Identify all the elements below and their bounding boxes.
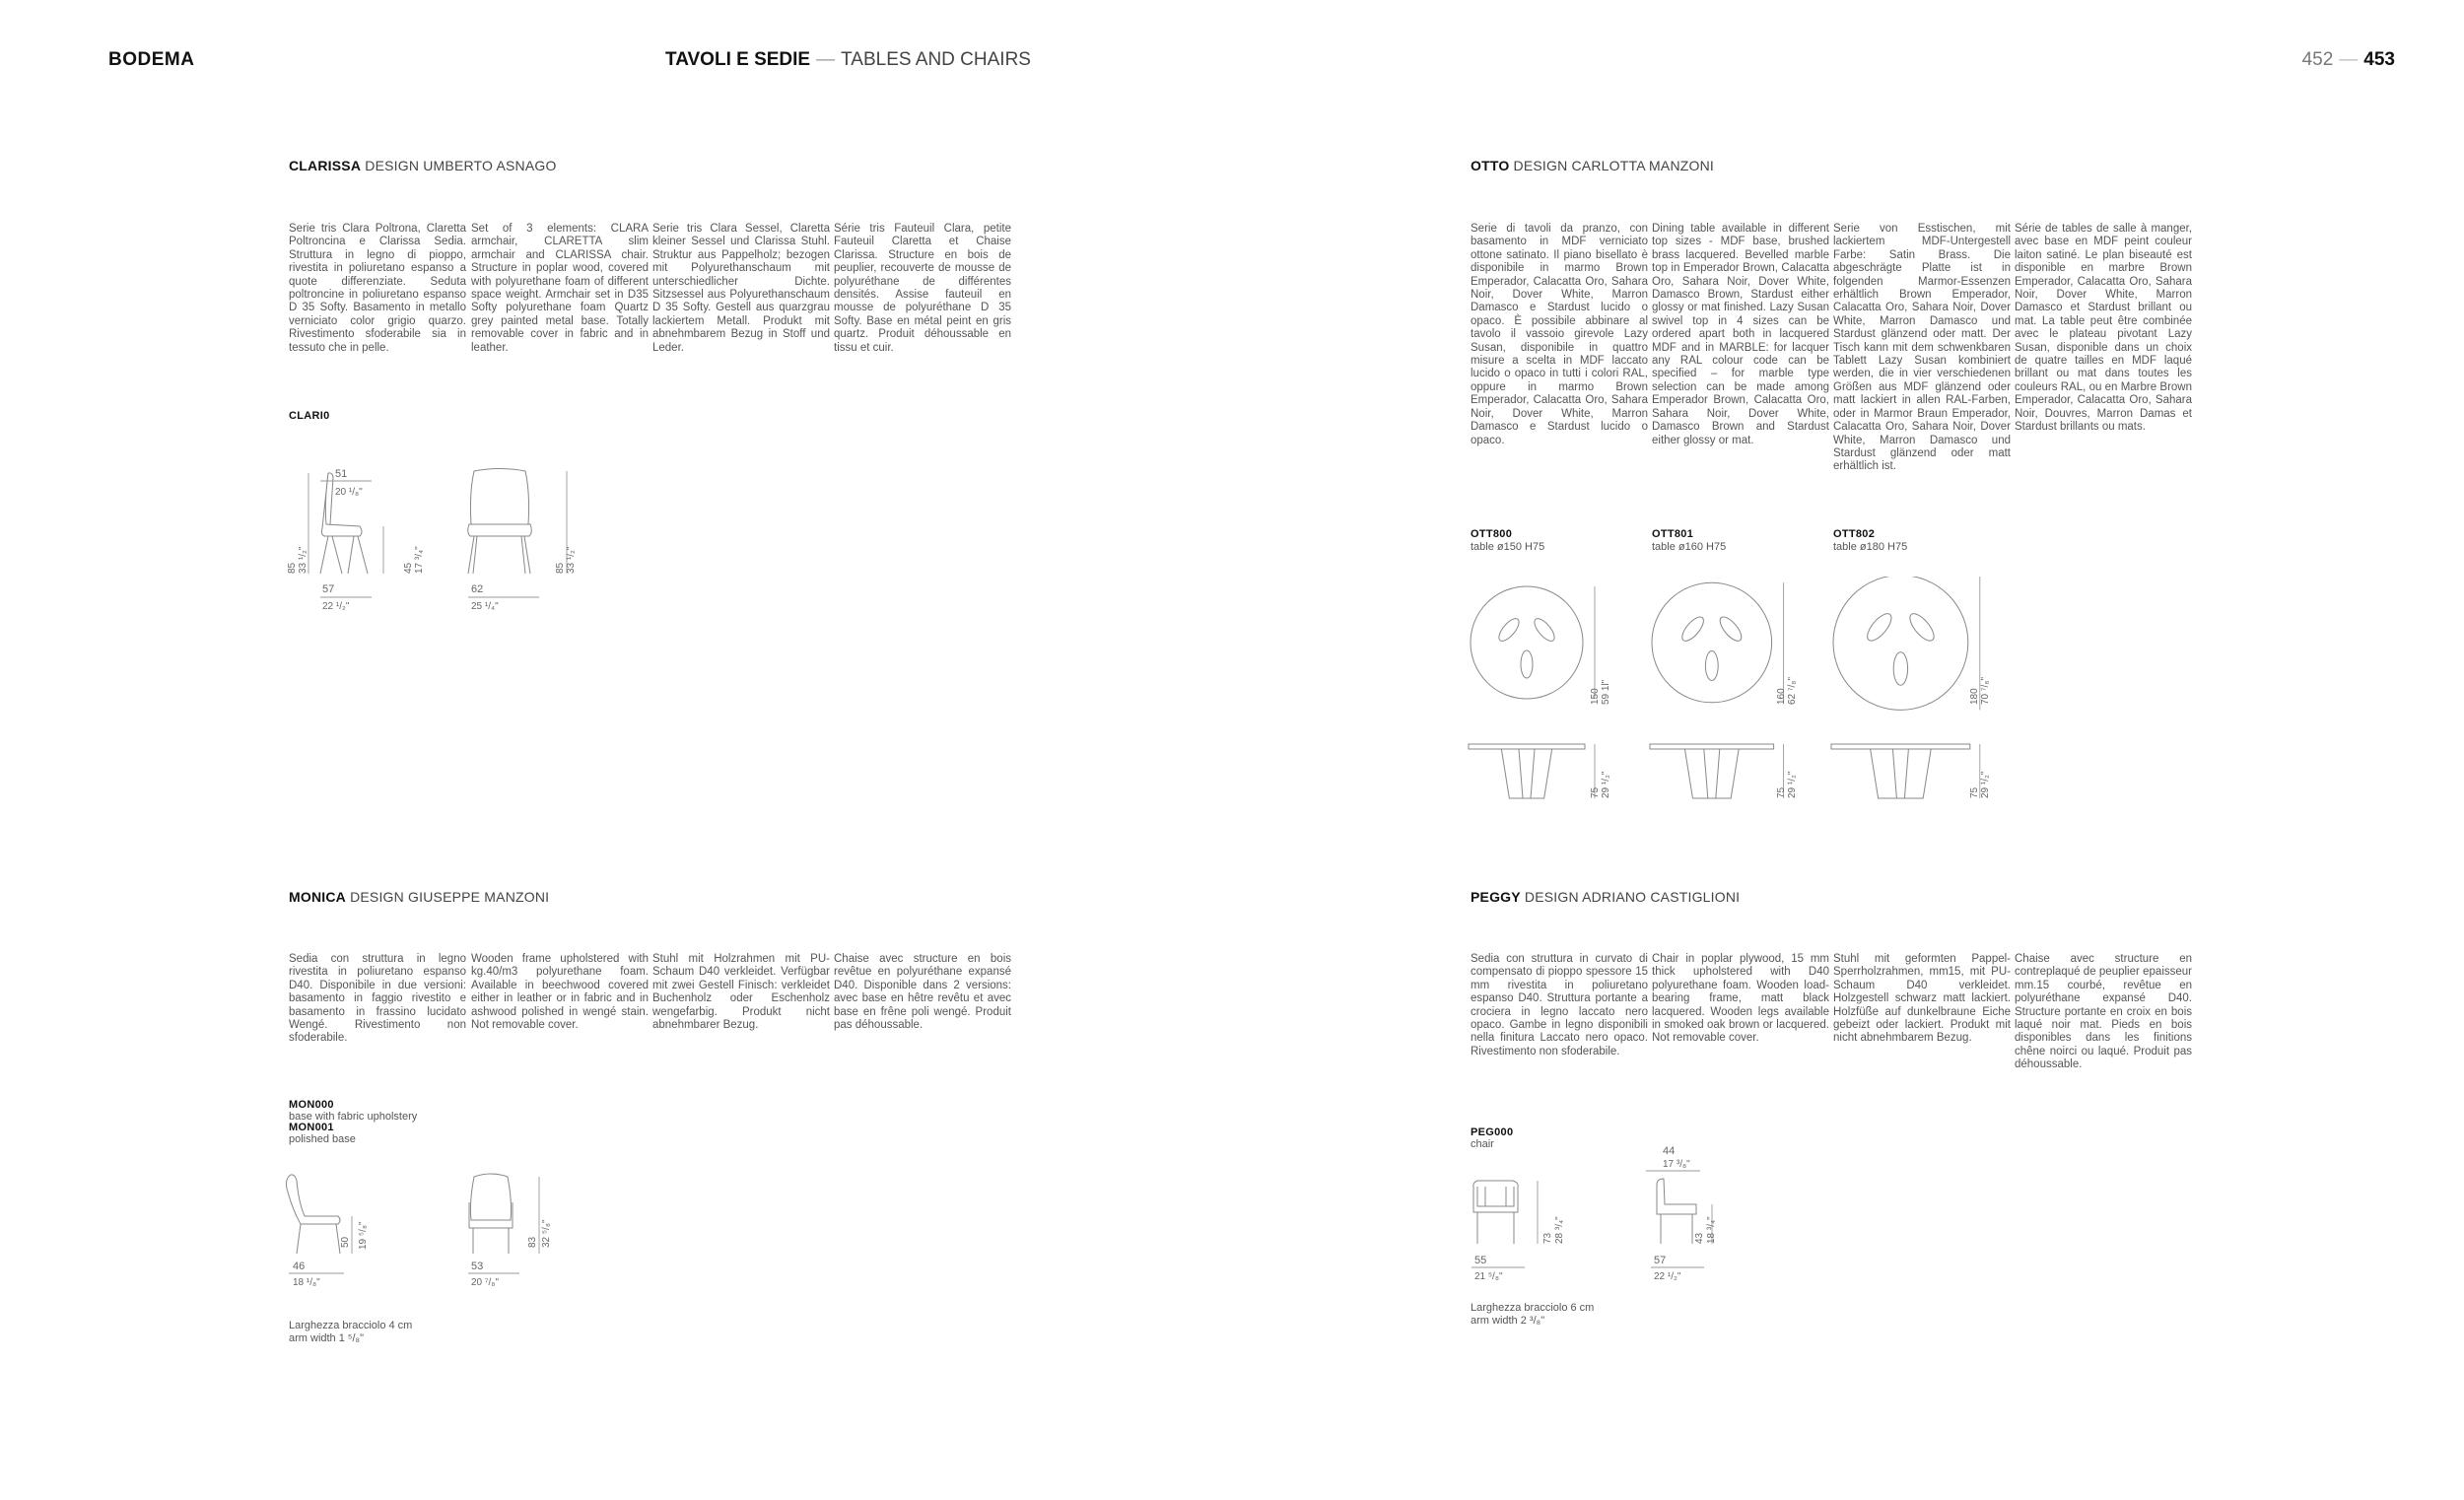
- ott801-dim-d-cm: 160: [1776, 688, 1787, 705]
- ott800-elevation-base: [1501, 749, 1551, 798]
- section-title: [665, 49, 1031, 71]
- clarissa-dim-d-in: 20 ¹/₈": [335, 487, 363, 498]
- monica-code-2-desc: polished base: [289, 1133, 356, 1145]
- ott802-elevation-leg: [1892, 749, 1896, 798]
- ott801-base-leg: [1705, 651, 1718, 681]
- monica-code-2: MON001: [289, 1122, 334, 1133]
- peggy-text-fr: Chaise avec structure en contreplaqué de peuplier epaisseur mm.15 courbé, revêtue en polyuréthane expansé D40. Structure portante en croix en bois laqué noir mat. Pieds en bois disponibles dans les finitions chêne noirci ou laqué. Produit pas déhoussable.: [2015, 953, 2192, 1071]
- page-separator: —: [2339, 49, 2359, 70]
- peggy-arm-note: [1471, 1302, 1594, 1328]
- ott802-base-leg: [1906, 610, 1939, 645]
- clarissa-text-en: Set of 3 elements: CLARA armchair, CLARETTA slim armchair and CLARISSA chair. Structure in poplar wood, covered with polyurethane foam of different space weight. Armchair set in D35 Softy polyurethane foam Quartz grey painted metal base. Totally removable cover in fabric and in leather.: [471, 223, 649, 354]
- ott802-code: OTT802: [1833, 528, 1876, 540]
- clarissa-text-it: Serie tris Clara Poltrona, Claretta Poltroncina e Clarissa Sedia. Struttura in legno di pioppo, rivestita in poliuretano espanso a quote differenziate. Seduta poltroncine in poliuretano espanso D 35 Softy. Basamento in metallo verniciato color grigio quarzo. Rivestimento sfoderabile sia in tessuto che in pelle.: [289, 223, 466, 354]
- monica-text-it: Sedia con struttura in legno rivestita in poliuretano espanso D40. Disponibile in due versioni: basamento in faggio rivestito e basamento in frassino lucidato Wengé. Rivestimento non sfoderabile.: [289, 953, 466, 1045]
- monica-dim-w2-in: 20 ⁷/₈": [471, 1277, 499, 1288]
- otto-text-it: Serie di tavoli da pranzo, con basamento in MDF verniciato ottone satinato. Il piano bisellato è disponibile in marmo Brown Emperador, Calacatta Oro, Sahara Noir, Dover White, Marron Damasco e Stardust lucido o opaco. È possibile abbinare al tavolo il vassoio girevole Lazy Susan, disponibile in quattro misure a scelta in MDF laccato lucido o opaco in tutti i colori RAL, oppure in marmo Brown Emperador, Calacatta Oro, Sahara Noir, Dover White, Marron Damasco e Stardust lucido o opaco.: [1471, 223, 1648, 446]
- monica-code-1: MON000: [289, 1099, 334, 1111]
- brand-name: BODEMA: [108, 49, 195, 70]
- ott802-elevation-top: [1831, 744, 1970, 749]
- monica-dim-w-in: 18 ¹/₈": [293, 1277, 320, 1288]
- clarissa-front-view: [468, 469, 532, 575]
- monica-arm-note-en: arm width 1 ⁵/₈": [289, 1332, 364, 1344]
- ott800-desc: table ø150 H75: [1471, 541, 1545, 553]
- peggy-front-view: [1473, 1181, 1518, 1244]
- peggy-title: [1471, 889, 1740, 905]
- ott802-base-leg: [1893, 652, 1907, 686]
- peggy-dim-w-cm: 55: [1474, 1255, 1487, 1266]
- peggy-side-view: [1657, 1179, 1696, 1244]
- monica-drawings: [281, 1163, 606, 1301]
- ott802-dim-d-in: 70 ⁷/₈": [1980, 677, 1991, 705]
- monica-arm-note: [289, 1320, 412, 1345]
- peggy-name: PEGGY: [1471, 889, 1521, 905]
- monica-front-view: [469, 1174, 513, 1254]
- ott801-desc: table ø160 H75: [1652, 541, 1727, 553]
- clarissa-dim-sh-in: 17 ³/₄": [414, 546, 425, 574]
- page-number-right: 453: [2363, 49, 2395, 70]
- clarissa-dim-h2-cm: 85: [555, 562, 566, 574]
- clarissa-dim-h-in: 33 ¹/₂": [298, 546, 308, 574]
- clarissa-dim-sh-cm: 45: [403, 562, 414, 574]
- monica-dim-h-cm: 83: [527, 1236, 538, 1248]
- ott802-dim-h-in: 29 ¹/₂": [1980, 771, 1991, 798]
- monica-text-fr: Chaise avec structure en bois revêtue en polyuréthane expansé D40. Disponible dans 2 versions: avec base en hêtre revêtu et avec base en frêne poli wengé. Produit pas déhoussable.: [834, 953, 1011, 1032]
- monica-side-view: [287, 1175, 341, 1254]
- section-title-en: TABLES AND CHAIRS: [841, 49, 1031, 70]
- peggy-dim-d-cm: 44: [1663, 1145, 1676, 1157]
- ott800-plan-top: [1471, 586, 1583, 699]
- ott802-plan-top: [1833, 577, 1968, 710]
- ott802-base-leg: [1863, 610, 1895, 645]
- ott802-dim-h-cm: 75: [1969, 786, 1980, 798]
- monica-dim-h-in: 32 ⁵/₈": [541, 1219, 552, 1248]
- ott800-base-leg: [1495, 615, 1522, 644]
- clarissa-dim-h2-in: 33 ¹/₂": [566, 546, 577, 574]
- peggy-code: PEG000: [1471, 1126, 1514, 1138]
- ott800-base-leg: [1531, 615, 1557, 644]
- ott801-dim-h-in: 29 ¹/₂": [1787, 771, 1798, 798]
- peggy-text-de: Stuhl mit geformten Pappel-Sperrholzrahmen, mm15, mit PU-Schaum D40 verkleidet. Holzgestell schwarz matt lackiert. Holzfüße auf dunkelbraune Eiche gebeizt oder lackiert. Produkt mit nicht abnehmbarem Bezug.: [1833, 953, 2011, 1045]
- clarissa-dim-h-cm: 85: [287, 562, 298, 574]
- ott800-elevation-leg: [1531, 749, 1535, 798]
- peggy-dim-h-in: 28 ³/₄": [1554, 1216, 1565, 1244]
- monica-arm-note-it: Larghezza bracciolo 4 cm: [289, 1320, 413, 1331]
- peggy-arm-note-en: arm width 2 ³/₈": [1471, 1315, 1545, 1327]
- clarissa-dim-w2-in: 25 ¹/₄": [471, 601, 499, 612]
- peggy-dim-sh-cm: 43: [1694, 1232, 1705, 1244]
- ott802-dim-d-cm: 180: [1969, 688, 1980, 705]
- ott801-elevation-leg: [1704, 749, 1708, 798]
- otto-drawings: [1459, 577, 2030, 813]
- clarissa-dim-w-in: 22 ¹/₂": [322, 601, 350, 612]
- clarissa-dim-w-cm: 57: [322, 583, 335, 595]
- monica-dim-sh-cm: 50: [340, 1236, 351, 1248]
- ott800-dim-h-cm: 75: [1590, 786, 1601, 798]
- clarissa-code: CLARI0: [289, 410, 330, 422]
- otto-title: [1471, 158, 1714, 173]
- peggy-code-desc: chair: [1471, 1138, 1494, 1150]
- ott801-elevation-base: [1684, 749, 1739, 798]
- ott801-plan-top: [1652, 582, 1772, 703]
- ott800-dim-h-in: 29 ¹/₂": [1601, 771, 1611, 798]
- peggy-drawings: [1464, 1143, 1720, 1301]
- clarissa-text-de: Serie tris Clara Sessel, Claretta kleiner Sessel und Clarissa Stuhl. Struktur aus Pappelholz; bezogen mit Polyurethanschaum mit unterschiedlicher Dichte. Sitzsessel aus Polyurethanschaum D 35 Softy. Gestell aus quarzgrau lackiertem Metall. Produkt mit abnehmbarem Bezug in Stoff und Leder.: [652, 223, 830, 354]
- section-title-it: TAVOLI E SEDIE: [665, 49, 811, 70]
- ott801-code: OTT801: [1652, 528, 1694, 540]
- ott800-code: OTT800: [1471, 528, 1513, 540]
- ott802-desc: table ø180 H75: [1833, 541, 1908, 553]
- otto-name: OTTO: [1471, 158, 1510, 173]
- page-numbers: [2302, 49, 2395, 71]
- ott802-elevation-leg: [1904, 749, 1908, 798]
- ott802-elevation-base: [1871, 749, 1932, 798]
- page-number-left: 452: [2301, 49, 2334, 70]
- peggy-designer: DESIGN ADRIANO CASTIGLIONI: [1524, 889, 1741, 905]
- clarissa-text-fr: Série tris Fauteuil Clara, petite Fauteuil Claretta et Chaise Clarissa. Structure en bois de peuplier, recouverte de mousse de polyuréthane de différentes densités. Assise fauteuil en mousse de polyuréthane D 35 Softy. Base en métal peint en gris quartz. Produit déhoussable en tissu et cuir.: [834, 223, 1011, 354]
- monica-designer: DESIGN GIUSEPPE MANZONI: [350, 889, 550, 905]
- otto-designer: DESIGN CARLOTTA MANZONI: [1513, 158, 1715, 173]
- otto-text-fr: Série de tables de salle à manger, avec base en MDF peint couleur laiton satiné. Le plan biseauté est disponible en marbre Brown Emperador, Calacatta Oro, Sahara Noir, Dover White, Marron Damasco et Stardust brillant ou mat. La table peut être combinée avec le plateau pivotant Lazy Susan, disponible dans un choix de quatre tailles en MDF laqué brillant ou mat dans toutes les couleurs RAL, ou en Marbre Brown Emperador, Calacatta Oro, Sahara Noir, Douvres, Marron Damas et Stardust brillants ou mats.: [2015, 223, 2192, 434]
- monica-text-de: Stuhl mit Holzrahmen mit PU-Schaum D40 verkleidet. Verfügbar mit zwei Gestell Finisch: verkleidet Buchenholz oder Eschenholz wengefarbig. Produkt nicht abnehmbarer Bezug.: [652, 953, 830, 1032]
- ott801-base-leg: [1678, 614, 1707, 645]
- clarissa-designer: DESIGN UMBERTO ASNAGO: [365, 158, 557, 173]
- ott800-elevation-leg: [1519, 749, 1523, 798]
- otto-text-de: Serie von Esstischen, mit lackiertem MDF-Untergestell Farbe: Satin Brass. Die abgeschrägte Platte ist in folgenden Marmor-Essenzen erhältlich Brown Emperador, Calacatta Oro, Sahara Noir, Dover White, Marron Damasco und Stardust glänzend oder matt. Der Tisch kann mit dem schwenkbaren Tablett Lazy Susan kombiniert werden, die in vier verschiedenen Größen aus MDF glänzend oder matt lackiert in allen RAL-Farben, oder in Marmor Braun Emperador, Calacatta Oro, Sahara Noir, Dover White, Marron Damasco und Stardust glänzend oder matt erhältlich ist.: [1833, 223, 2011, 473]
- clarissa-title: [289, 158, 557, 173]
- ott800-dim-d-cm: 150: [1590, 688, 1601, 705]
- clarissa-dim-d-cm: 51: [335, 468, 348, 480]
- clarissa-name: CLARISSA: [289, 158, 362, 173]
- ott800-dim-d-in: 59 1l": [1601, 679, 1611, 705]
- peggy-dim-sh-in: 18 ³/₄": [1706, 1216, 1717, 1244]
- clarissa-dim-w2-cm: 62: [471, 583, 484, 595]
- ott801-elevation-leg: [1716, 749, 1720, 798]
- monica-dim-w2-cm: 53: [471, 1261, 484, 1272]
- clarissa-drawings: [281, 463, 606, 621]
- monica-code-1-desc: base with fabric upholstery: [289, 1111, 418, 1123]
- monica-dim-w-cm: 46: [293, 1261, 306, 1272]
- peggy-dim-w2-in: 22 ¹/₂": [1654, 1271, 1681, 1282]
- otto-text-en: Dining table available in different top sizes - MDF base, brushed brass lacquered. Bevelled marble top in Emperador Brown, Calacatta Oro, Sahara Noir, Dover White, Damasco Brown, Stardust either glossy or mat finished. Lazy Susan swivel top in 4 sizes can be ordered apart both in lacquered MDF and in MARBLE: for lacquer any RAL colour code can be specified – for marble type selection can be made among Emperador Brown, Calacatta Oro, Sahara Noir, Dover White, Damasco Brown and Stardust either glossy or mat.: [1652, 223, 1829, 446]
- peggy-dim-h-cm: 73: [1542, 1232, 1553, 1244]
- monica-dim-sh-in: 19 ⁵/₈": [358, 1221, 369, 1250]
- ott801-dim-h-cm: 75: [1776, 786, 1787, 798]
- ott800-elevation-top: [1469, 744, 1585, 749]
- peggy-text-en: Chair in poplar plywood, 15 mm thick upholstered with D40 polyurethane foam. Wooden load-bearing frame, matt black lacquered. Wooden legs available in smoked oak brown or lacquered. Not removable cover.: [1652, 953, 1829, 1045]
- monica-name: MONICA: [289, 889, 346, 905]
- peggy-text-it: Sedia con struttura in curvato di compensato di pioppo spessore 15 mm rivestita in poliuretano espanso D40. Struttura portante a crociera in legno laccato nero opaco. Gambe in legno disponibili nella finitura Laccato nero opaco. Rivestimento non sfoderabile.: [1471, 953, 1648, 1057]
- monica-text-en: Wooden frame upholstered with kg.40/m3 polyurethane foam. Available in beechwood covered either in leather or in fabric and in ashwood polished in wengé stain. Not removable cover.: [471, 953, 649, 1032]
- section-separator: —: [816, 49, 836, 70]
- peggy-dim-d-in: 17 ³/₈": [1663, 1159, 1690, 1170]
- ott801-elevation-top: [1650, 744, 1774, 749]
- ott800-base-leg: [1521, 650, 1533, 678]
- peggy-dim-w2-cm: 57: [1654, 1255, 1667, 1266]
- ott801-dim-d-in: 62 ⁷/₈": [1787, 677, 1798, 705]
- monica-title: [289, 889, 549, 905]
- ott801-base-leg: [1716, 614, 1745, 645]
- peggy-dim-w-in: 21 ⁵/₈": [1474, 1271, 1503, 1282]
- peggy-arm-note-it: Larghezza bracciolo 6 cm: [1471, 1302, 1595, 1314]
